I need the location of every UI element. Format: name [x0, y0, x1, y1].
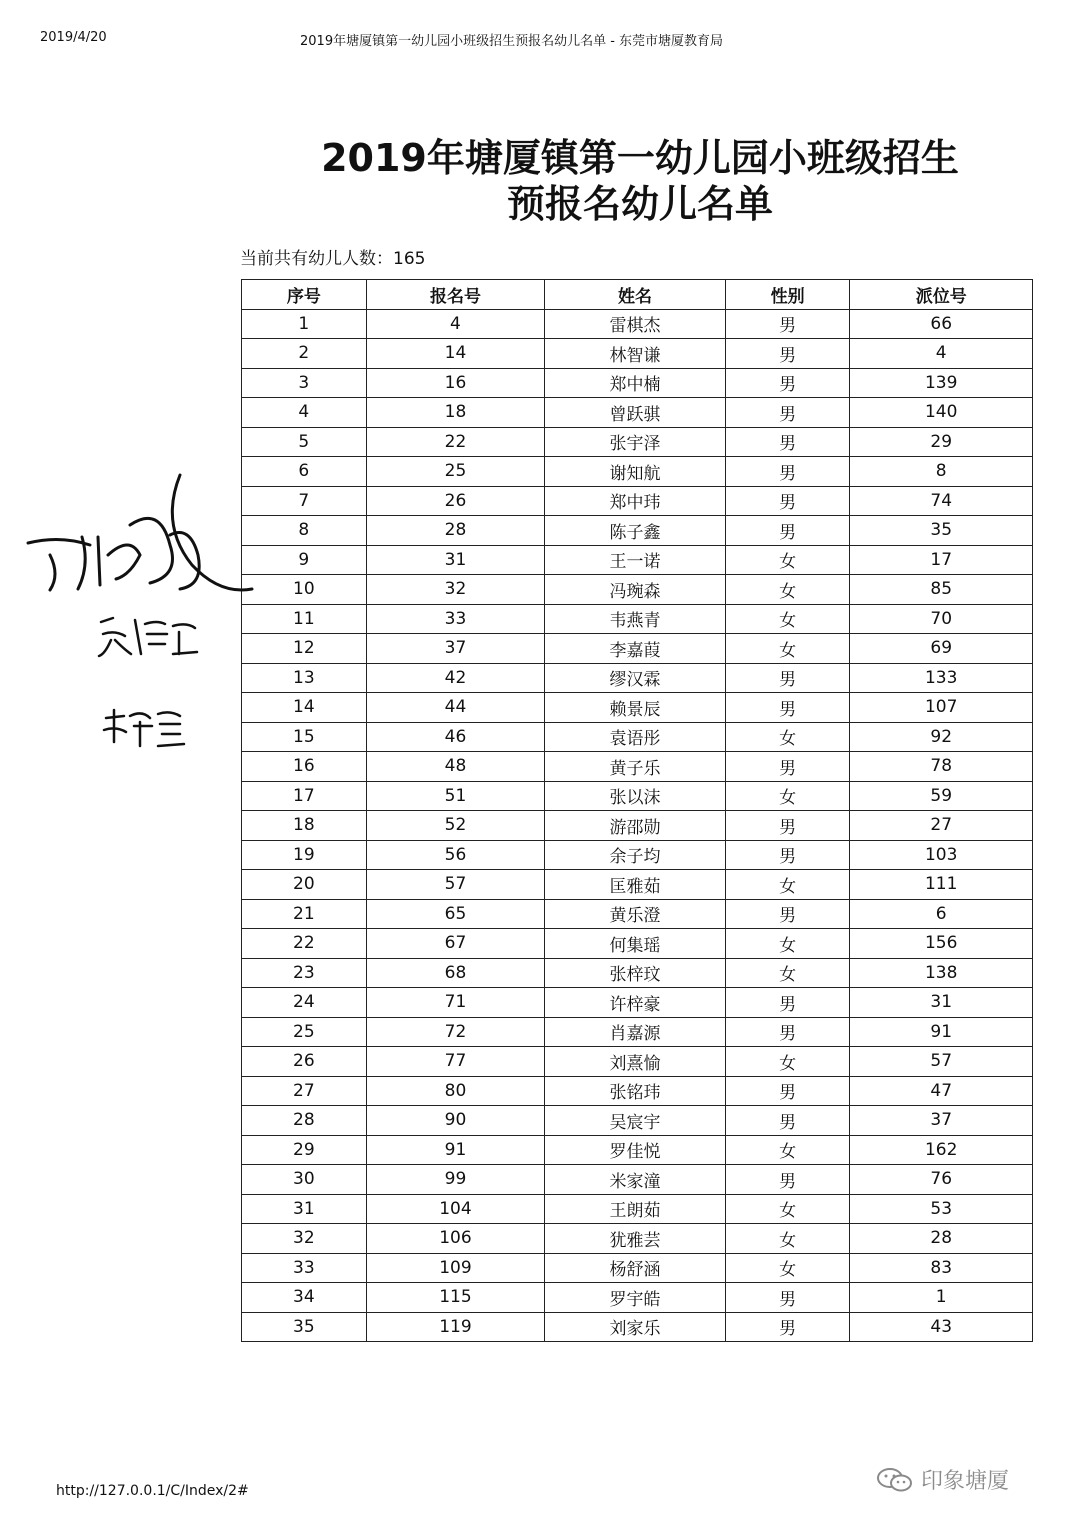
cell-name: 吴宸宇 — [545, 1106, 726, 1136]
cell-gender: 女 — [725, 634, 850, 664]
cell-index: 11 — [242, 604, 367, 634]
document-title — [0, 135, 1080, 227]
cell-reg-no: 109 — [366, 1253, 545, 1283]
cell-reg-no: 119 — [366, 1312, 545, 1342]
cell-seat-no: 28 — [850, 1224, 1033, 1254]
cell-seat-no: 76 — [850, 1165, 1033, 1195]
cell-seat-no: 4 — [850, 339, 1033, 369]
child-count: 当前共有幼儿人数：165 — [240, 249, 426, 269]
table-row — [242, 486, 1033, 516]
cell-gender: 女 — [725, 929, 850, 959]
cell-reg-no: 31 — [366, 545, 545, 575]
cell-seat-no: 83 — [850, 1253, 1033, 1283]
table-row — [242, 516, 1033, 546]
cell-reg-no: 68 — [366, 958, 545, 988]
cell-index: 34 — [242, 1283, 367, 1313]
cell-seat-no: 103 — [850, 840, 1033, 870]
cell-reg-no: 106 — [366, 1224, 545, 1254]
cell-reg-no: 104 — [366, 1194, 545, 1224]
cell-index: 3 — [242, 368, 367, 398]
cell-seat-no: 69 — [850, 634, 1033, 664]
table-row — [242, 575, 1033, 605]
cell-reg-no: 18 — [366, 398, 545, 428]
cell-name: 游邵勋 — [545, 811, 726, 841]
cell-seat-no: 47 — [850, 1076, 1033, 1106]
cell-gender: 男 — [725, 752, 850, 782]
cell-seat-no: 27 — [850, 811, 1033, 841]
cell-gender: 女 — [725, 1047, 850, 1077]
cell-seat-no: 70 — [850, 604, 1033, 634]
cell-index: 8 — [242, 516, 367, 546]
cell-seat-no: 139 — [850, 368, 1033, 398]
cell-index: 24 — [242, 988, 367, 1018]
cell-seat-no: 1 — [850, 1283, 1033, 1313]
cell-name: 罗佳悦 — [545, 1135, 726, 1165]
cell-gender: 女 — [725, 1253, 850, 1283]
cell-seat-no: 6 — [850, 899, 1033, 929]
cell-gender: 男 — [725, 988, 850, 1018]
signature-yuan — [100, 702, 190, 752]
table-row — [242, 634, 1033, 664]
table-row — [242, 1135, 1033, 1165]
cell-name: 林智谦 — [545, 339, 726, 369]
cell-index: 1 — [242, 309, 367, 339]
cell-reg-no: 77 — [366, 1047, 545, 1077]
cell-reg-no: 72 — [366, 1017, 545, 1047]
cell-reg-no: 115 — [366, 1283, 545, 1313]
cell-gender: 男 — [725, 1076, 850, 1106]
table-row — [242, 1165, 1033, 1195]
cell-gender: 女 — [725, 958, 850, 988]
cell-index: 10 — [242, 575, 367, 605]
cell-reg-no: 65 — [366, 899, 545, 929]
cell-index: 28 — [242, 1106, 367, 1136]
cell-name: 黄子乐 — [545, 752, 726, 782]
cell-reg-no: 48 — [366, 752, 545, 782]
cell-gender: 女 — [725, 1135, 850, 1165]
cell-name: 肖嘉源 — [545, 1017, 726, 1047]
cell-reg-no: 42 — [366, 663, 545, 693]
cell-gender: 女 — [725, 722, 850, 752]
cell-index: 33 — [242, 1253, 367, 1283]
cell-gender: 男 — [725, 1283, 850, 1313]
cell-gender: 男 — [725, 1017, 850, 1047]
cell-index: 5 — [242, 427, 367, 457]
cell-reg-no: 4 — [366, 309, 545, 339]
cell-reg-no: 99 — [366, 1165, 545, 1195]
table-row — [242, 1047, 1033, 1077]
cell-name: 何集瑶 — [545, 929, 726, 959]
table-row — [242, 545, 1033, 575]
table-row — [242, 1253, 1033, 1283]
cell-reg-no: 37 — [366, 634, 545, 664]
cell-seat-no: 17 — [850, 545, 1033, 575]
cell-index: 12 — [242, 634, 367, 664]
cell-reg-no: 51 — [366, 781, 545, 811]
signature-scribble — [20, 465, 260, 605]
table-header-row — [242, 280, 1033, 310]
cell-name: 陈子鑫 — [545, 516, 726, 546]
enrollment-table — [241, 279, 1033, 1342]
cell-gender: 男 — [725, 693, 850, 723]
cell-gender: 女 — [725, 870, 850, 900]
cell-reg-no: 33 — [366, 604, 545, 634]
table-row — [242, 693, 1033, 723]
cell-name: 曾跃骐 — [545, 398, 726, 428]
table-row — [242, 368, 1033, 398]
cell-index: 7 — [242, 486, 367, 516]
cell-index: 29 — [242, 1135, 367, 1165]
table-row — [242, 840, 1033, 870]
cell-index: 32 — [242, 1224, 367, 1254]
table-row — [242, 339, 1033, 369]
cell-seat-no: 138 — [850, 958, 1033, 988]
cell-index: 6 — [242, 457, 367, 487]
cell-index: 22 — [242, 929, 367, 959]
cell-seat-no: 66 — [850, 309, 1033, 339]
table-row — [242, 1106, 1033, 1136]
cell-index: 17 — [242, 781, 367, 811]
cell-reg-no: 28 — [366, 516, 545, 546]
table-row — [242, 1312, 1033, 1342]
cell-gender: 男 — [725, 339, 850, 369]
cell-name: 黄乐澄 — [545, 899, 726, 929]
cell-gender: 男 — [725, 516, 850, 546]
cell-gender: 男 — [725, 1312, 850, 1342]
table-row — [242, 1076, 1033, 1106]
print-page-title: 2019年塘厦镇第一幼儿园小班级招生预报名幼儿名单 - 东莞市塘厦教育局 — [300, 34, 724, 49]
title-line-1: 2019年塘厦镇第一幼儿园小班级招生 — [321, 136, 959, 180]
cell-reg-no: 16 — [366, 368, 545, 398]
cell-index: 25 — [242, 1017, 367, 1047]
cell-index: 26 — [242, 1047, 367, 1077]
table-row — [242, 663, 1033, 693]
col-header-reg-no: 报名号 — [366, 280, 545, 310]
cell-seat-no: 92 — [850, 722, 1033, 752]
cell-gender: 男 — [725, 811, 850, 841]
cell-name: 韦燕青 — [545, 604, 726, 634]
cell-seat-no: 74 — [850, 486, 1033, 516]
cell-index: 27 — [242, 1076, 367, 1106]
cell-gender: 男 — [725, 309, 850, 339]
cell-gender: 女 — [725, 604, 850, 634]
table-row — [242, 722, 1033, 752]
cell-gender: 男 — [725, 398, 850, 428]
cell-reg-no: 25 — [366, 457, 545, 487]
cell-reg-no: 56 — [366, 840, 545, 870]
cell-seat-no: 29 — [850, 427, 1033, 457]
cell-index: 19 — [242, 840, 367, 870]
cell-reg-no: 91 — [366, 1135, 545, 1165]
cell-reg-no: 32 — [366, 575, 545, 605]
cell-name: 张铭玮 — [545, 1076, 726, 1106]
table-row — [242, 988, 1033, 1018]
cell-name: 缪汉霖 — [545, 663, 726, 693]
cell-gender: 男 — [725, 840, 850, 870]
table-row — [242, 929, 1033, 959]
cell-gender: 男 — [725, 368, 850, 398]
cell-name: 谢知航 — [545, 457, 726, 487]
cell-index: 13 — [242, 663, 367, 693]
cell-seat-no: 133 — [850, 663, 1033, 693]
cell-name: 王一诺 — [545, 545, 726, 575]
cell-seat-no: 91 — [850, 1017, 1033, 1047]
cell-name: 雷棋杰 — [545, 309, 726, 339]
cell-gender: 男 — [725, 1106, 850, 1136]
cell-index: 9 — [242, 545, 367, 575]
cell-gender: 女 — [725, 575, 850, 605]
cell-name: 匡雅茹 — [545, 870, 726, 900]
table-row — [242, 752, 1033, 782]
cell-seat-no: 35 — [850, 516, 1033, 546]
cell-name: 余子均 — [545, 840, 726, 870]
cell-seat-no: 8 — [850, 457, 1033, 487]
cell-reg-no: 14 — [366, 339, 545, 369]
cell-name: 罗宇皓 — [545, 1283, 726, 1313]
cell-index: 31 — [242, 1194, 367, 1224]
cell-index: 15 — [242, 722, 367, 752]
cell-seat-no: 85 — [850, 575, 1033, 605]
cell-reg-no: 90 — [366, 1106, 545, 1136]
cell-reg-no: 22 — [366, 427, 545, 457]
cell-name: 李嘉葭 — [545, 634, 726, 664]
cell-name: 杨舒涵 — [545, 1253, 726, 1283]
cell-name: 张梓玟 — [545, 958, 726, 988]
cell-seat-no: 156 — [850, 929, 1033, 959]
cell-gender: 女 — [725, 545, 850, 575]
cell-index: 14 — [242, 693, 367, 723]
cell-name: 犹雅芸 — [545, 1224, 726, 1254]
cell-seat-no: 43 — [850, 1312, 1033, 1342]
cell-name: 郑中楠 — [545, 368, 726, 398]
signature-guan — [95, 610, 205, 660]
cell-name: 赖景辰 — [545, 693, 726, 723]
watermark-text: 印象塘厦 — [921, 1469, 1010, 1494]
cell-reg-no: 26 — [366, 486, 545, 516]
cell-name: 王朗茹 — [545, 1194, 726, 1224]
cell-seat-no: 59 — [850, 781, 1033, 811]
cell-gender: 男 — [725, 457, 850, 487]
cell-gender: 男 — [725, 486, 850, 516]
table-row — [242, 811, 1033, 841]
cell-name: 米家潼 — [545, 1165, 726, 1195]
col-header-name: 姓名 — [545, 280, 726, 310]
cell-reg-no: 71 — [366, 988, 545, 1018]
table-row — [242, 870, 1033, 900]
table-row — [242, 604, 1033, 634]
cell-seat-no: 78 — [850, 752, 1033, 782]
cell-index: 30 — [242, 1165, 367, 1195]
col-header-seat-no: 派位号 — [850, 280, 1033, 310]
cell-name: 许梓豪 — [545, 988, 726, 1018]
cell-gender: 女 — [725, 1194, 850, 1224]
cell-reg-no: 67 — [366, 929, 545, 959]
cell-seat-no: 107 — [850, 693, 1033, 723]
watermark — [875, 1464, 1009, 1495]
cell-gender: 男 — [725, 663, 850, 693]
title-line-2: 预报名幼儿名单 — [506, 182, 773, 226]
cell-name: 郑中玮 — [545, 486, 726, 516]
footer-url: http://127.0.0.1/C/Index/2# — [56, 1483, 249, 1499]
table-row — [242, 1017, 1033, 1047]
cell-name: 刘家乐 — [545, 1312, 726, 1342]
cell-seat-no: 140 — [850, 398, 1033, 428]
cell-index: 21 — [242, 899, 367, 929]
table-row — [242, 958, 1033, 988]
wechat-icon — [875, 1467, 915, 1493]
cell-gender: 男 — [725, 427, 850, 457]
cell-seat-no: 57 — [850, 1047, 1033, 1077]
print-date: 2019/4/20 — [40, 30, 107, 45]
cell-seat-no: 31 — [850, 988, 1033, 1018]
table-row — [242, 398, 1033, 428]
table-row — [242, 1194, 1033, 1224]
table-row — [242, 457, 1033, 487]
col-header-gender: 性别 — [725, 280, 850, 310]
table-row — [242, 899, 1033, 929]
cell-seat-no: 53 — [850, 1194, 1033, 1224]
cell-reg-no: 44 — [366, 693, 545, 723]
cell-reg-no: 46 — [366, 722, 545, 752]
cell-seat-no: 37 — [850, 1106, 1033, 1136]
cell-name: 张宇泽 — [545, 427, 726, 457]
cell-reg-no: 52 — [366, 811, 545, 841]
table-body — [242, 309, 1033, 1342]
cell-seat-no: 111 — [850, 870, 1033, 900]
cell-reg-no: 80 — [366, 1076, 545, 1106]
table-row — [242, 309, 1033, 339]
cell-index: 23 — [242, 958, 367, 988]
table-row — [242, 1283, 1033, 1313]
cell-reg-no: 57 — [366, 870, 545, 900]
cell-index: 2 — [242, 339, 367, 369]
cell-index: 20 — [242, 870, 367, 900]
cell-name: 冯琬森 — [545, 575, 726, 605]
cell-index: 4 — [242, 398, 367, 428]
cell-seat-no: 162 — [850, 1135, 1033, 1165]
cell-gender: 男 — [725, 899, 850, 929]
table-row — [242, 427, 1033, 457]
cell-gender: 女 — [725, 1224, 850, 1254]
cell-name: 张以沫 — [545, 781, 726, 811]
cell-name: 袁语彤 — [545, 722, 726, 752]
col-header-index: 序号 — [242, 280, 367, 310]
cell-index: 18 — [242, 811, 367, 841]
cell-index: 35 — [242, 1312, 367, 1342]
table-row — [242, 781, 1033, 811]
table-row — [242, 1224, 1033, 1254]
cell-index: 16 — [242, 752, 367, 782]
cell-gender: 女 — [725, 781, 850, 811]
cell-gender: 男 — [725, 1165, 850, 1195]
cell-name: 刘熹愉 — [545, 1047, 726, 1077]
